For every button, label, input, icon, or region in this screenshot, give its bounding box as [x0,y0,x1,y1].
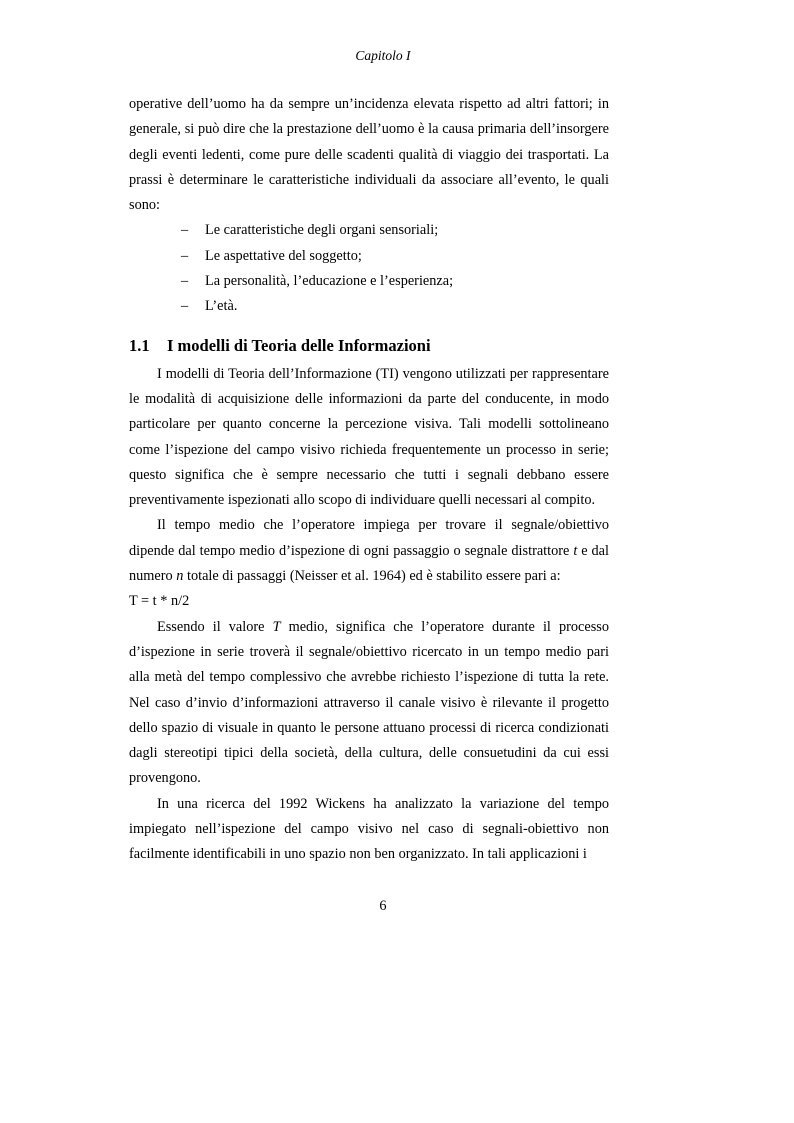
list-item-text: L’età. [205,298,238,315]
paragraph-wickens: In una ricerca del 1992 Wickens ha analizzato la variazione del tempo impiegato nell’ispezione del campo visivo nel caso di segnali-obiettivo non facilmente identificabili in uno spazio non ben organizzato. In tali applicazioni i [129,795,609,863]
dash-marker: – [181,247,189,264]
list-item [129,218,609,243]
dash-marker: – [181,273,189,290]
section-heading [129,334,609,358]
paragraph-mean-value [129,615,609,792]
variable-n: n [176,568,184,585]
formula: T = t * n/2 [129,593,190,610]
dash-marker: – [181,222,189,239]
page-number: 6 [379,898,387,914]
list-item [129,294,609,319]
list-item [129,244,609,269]
variable-T: T [272,618,281,635]
list-item-text: La personalità, l’educazione e l’esperienza; [205,273,454,290]
list-item [129,269,609,294]
intro-paragraph: operative dell’uomo ha da sempre un’incidenza elevata rispetto ad altri fattori; in generale, si può dire che la prestazione dell’uomo è la causa primaria dell’insorgere degli eventi ledenti, come pure delle scadenti qualità di viaggio dei trasportati. La prassi è determinare le caratteristiche individuali da associare all’evento, le quali sono: [129,96,609,214]
section-title: I modelli di Teoria delle Informazioni [167,335,431,355]
text-run: medio, significa che l’operatore durante il processo d’ispezione in serie troverà il segnale/obiettivo ricercato in un tempo medio pari alla metà del tempo complessivo che avrebbe richiesto l’ispezione di tutta la rete. Nel caso d’invio d’informazioni attraverso il canale visivo è rilevante il progetto dello spazio di visuale in quanto le persone attuano processi di ricerca condizionati dagli stereotipi tipici della società, della cultura, delle consuetudini da cui essi provengono. [129,618,609,787]
body-text [129,92,609,868]
text-run: Essendo il valore [157,618,273,635]
variable-t: t [573,542,578,559]
paragraph-ti-models: I modelli di Teoria dell’Informazione (TI) vengono utilizzati per rappresentare le modalità di acquisizione delle informazioni da parte del conducente, in modo particolare per quanto concerne la percezione visiva. Tali modelli sottolineano come l’ispezione del campo visivo richieda frequentemente un processo in serie; questo significa che è sempre necessario che tutti i segnali debbano essere preventivamente ispezionati allo scopo di individuare quelli necessari al compito. [129,365,609,509]
text-run: totale di passaggi (Neisser et al. 1964) ed è stabilito essere pari a: [183,568,561,585]
list-item-text: Le aspettative del soggetto; [205,247,362,264]
list-item-text: Le caratteristiche degli organi sensoriali; [205,222,439,239]
section-number: 1.1 [129,335,150,355]
text-run: e dal numero [129,542,609,585]
dash-marker: – [181,298,189,315]
text-run: Il tempo medio che l’operatore impiega per trovare il segnale/obiettivo dipende dal tempo medio d’ispezione di ogni passaggio o segnale distrattore [129,517,609,559]
paragraph-mean-time [129,513,609,589]
running-header: Capitolo I [355,48,411,63]
characteristics-list [129,218,609,319]
